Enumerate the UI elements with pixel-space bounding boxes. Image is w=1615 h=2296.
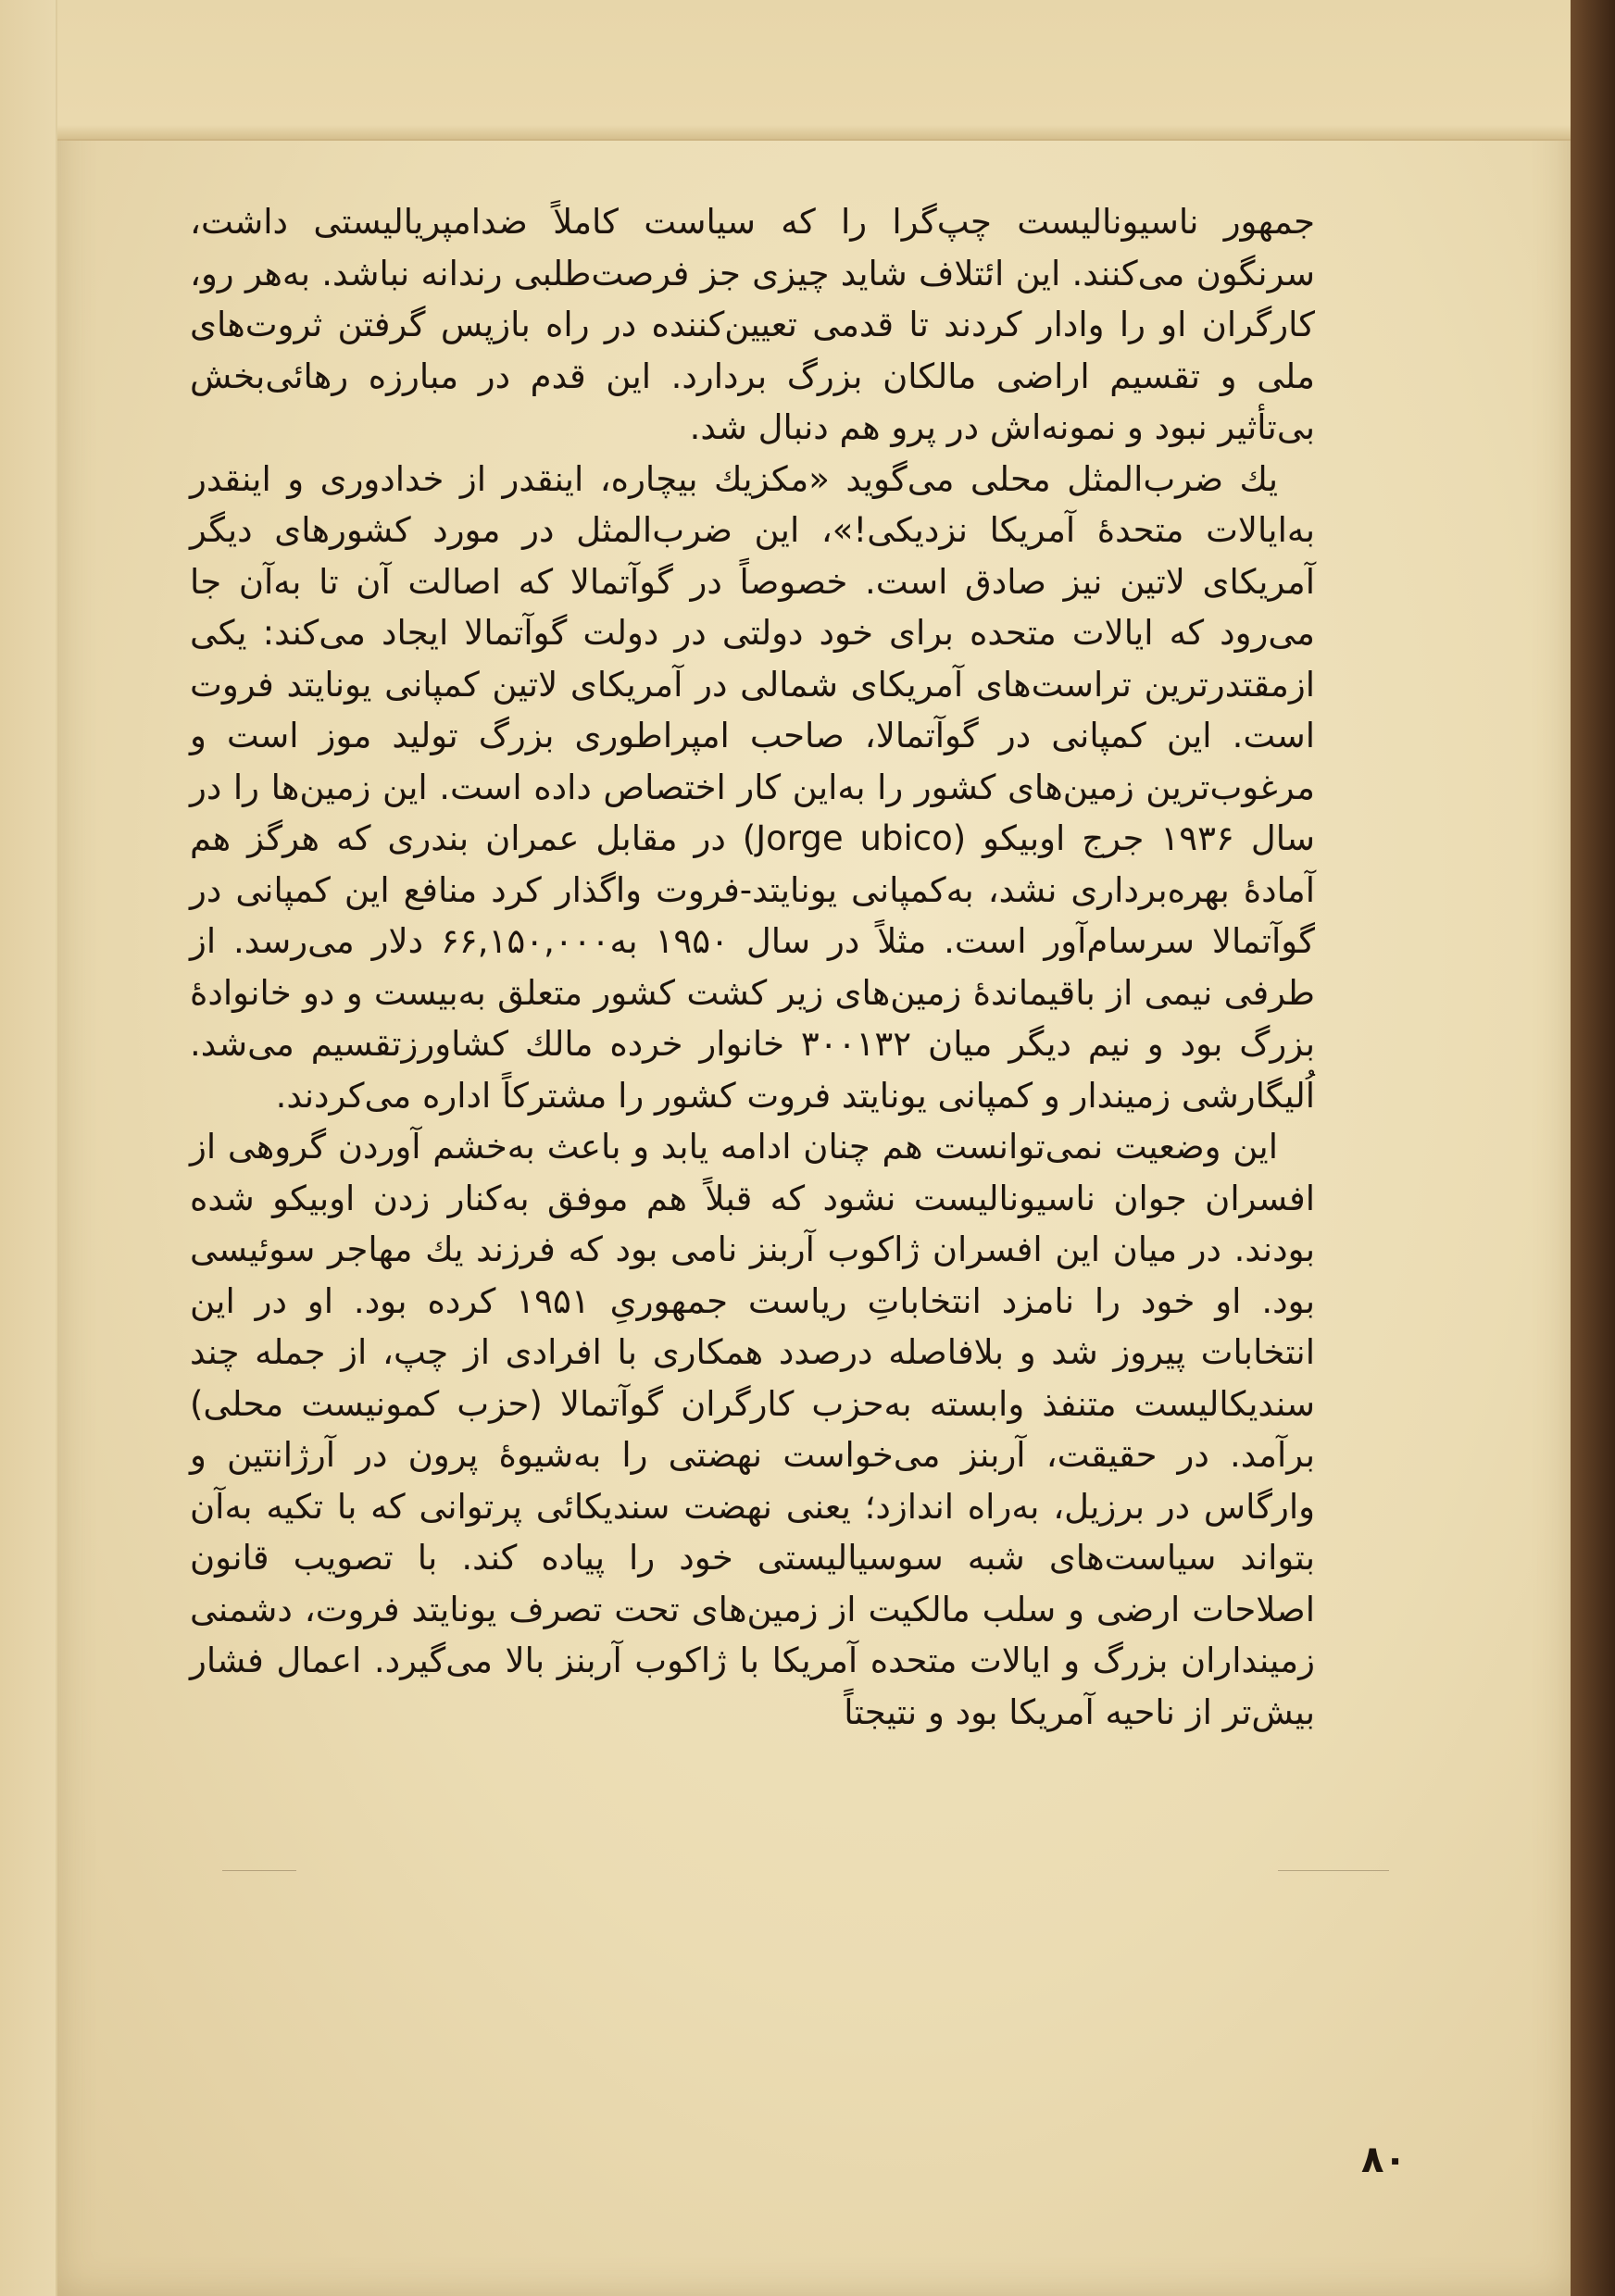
body-text — [190, 196, 1315, 1738]
paper-crease-mark — [1278, 1870, 1389, 1871]
paper-crease-mark — [222, 1870, 296, 1871]
scan-right-edge — [1571, 0, 1615, 2296]
page-top-fold — [57, 0, 1571, 141]
paragraph: این وضعیت نمی‌توانست هم چنان ادامه یابد و باعث به‌خشم آوردن گروهی از افسران جوان ناسیونالیست نشود که قبلاً هم موفق به‌کنار زدن اوبیکو شده بودند. در میان این افسران ژاکوب آربنز نامی بود که فرزند یك مهاجر سوئیسی بود. او خود را نامزد انتخاباتِ ریاست جمهوریِ ۱۹۵۱ کرده بود. او در این انتخابات پیروز شد و بلافاصله درصدد همکاری با افرادی از چپ، از جمله چند سندیکالیست متنفذ وابسته به‌حزب کارگران گوآتمالا (حزب کمونیست محلی) برآمد. در حقیقت، آربنز می‌خواست نهضتی را به‌شیوهٔ پرون در آرژانتین و وارگاس در برزیل، به‌راه اندازد؛ یعنی نهضت سندیکائی پرتوانی که با تکیه به‌آن بتواند سیاست‌های شبه سوسیالیستی خود را پیاده کند. با تصویب قانون اصلاحات ارضی و سلب مالکیت از زمین‌های تحت تصرف یونایتد فروت، دشمنی زمینداران بزرگ و ایالات متحده آمریکا با ژاکوب آربنز بالا می‌گیرد. اعمال فشار بیش‌تر از ناحیه آمریکا بود و نتیجتاً — [190, 1127, 1315, 1732]
paragraph: جمهور ناسیونالیست چپ‌گرا را که سیاست کاملاً ضدامپریالیستی داشت، سرنگون می‌کنند. این ائتلاف شاید چیزی جز فرصت‌طلبی رندانه نباشد. به‌هر رو، کارگران او را وادار کردند تا قدمی تعیین‌کننده در راه بازپس گرفتن ثروت‌های ملی و تقسیم اراضی مالکان بزرگ بردارد. این قدم در مبارزه رهائی‌بخش بی‌تأثیر نبود و نمونه‌اش در پرو هم دنبال شد. — [190, 202, 1315, 447]
scan-left-margin — [0, 0, 56, 2296]
page-number: ۸۰ — [1361, 2139, 1407, 2181]
paragraph: یك ضرب‌المثل محلی می‌گوید «مکزیك بیچاره، اینقدر از خدادوری و اینقدر به‌ایالات متحدهٔ آمریکا نزدیکی!»، این ضرب‌المثل در مورد کشورهای دیگر آمریکای لاتین نیز صادق است. خصوصاً در گوآتمالا که اصالت آن تا به‌آن جا می‌رود که ایالات متحده برای خود دولتی در دولت گوآتمالا ایجاد می‌کند: یکی ازمقتدرترین تراست‌های آمریکای شمالی در آمریکای لاتین کمپانی یونایتد فروت است. این کمپانی در گوآتمالا، صاحب امپراطوری بزرگ تولید موز است و مرغوب‌ترین زمین‌های کشور را به‌این کار اختصاص داده است. این زمین‌ها را در سال ۱۹۳۶ جرج اوبیکو (Jorge ubico) در مقابل عمران بندری که هرگز هم آمادهٔ بهره‌برداری نشد، به‌کمپانی یونایتد-فروت واگذار کرد منافع این کمپانی در گوآتمالا سرسام‌آور است. مثلاً در سال ۱۹۵۰ به‌۶۶,۱۵۰,۰۰۰ دلار می‌رسد. از طرفی نیمی از باقیماندهٔ زمین‌های زیر کشت کشور متعلق به‌بیست و دو خانوادهٔ بزرگ بود و نیم دیگر میان ۳۰۰۱۳۲ خانوار خرده مالك کشاورزتقسیم می‌شد. اُلیگارشی زمیندار و کمپانی یونایتد فروت کشور را مشترکاً اداره می‌کردند. — [190, 458, 1315, 1116]
